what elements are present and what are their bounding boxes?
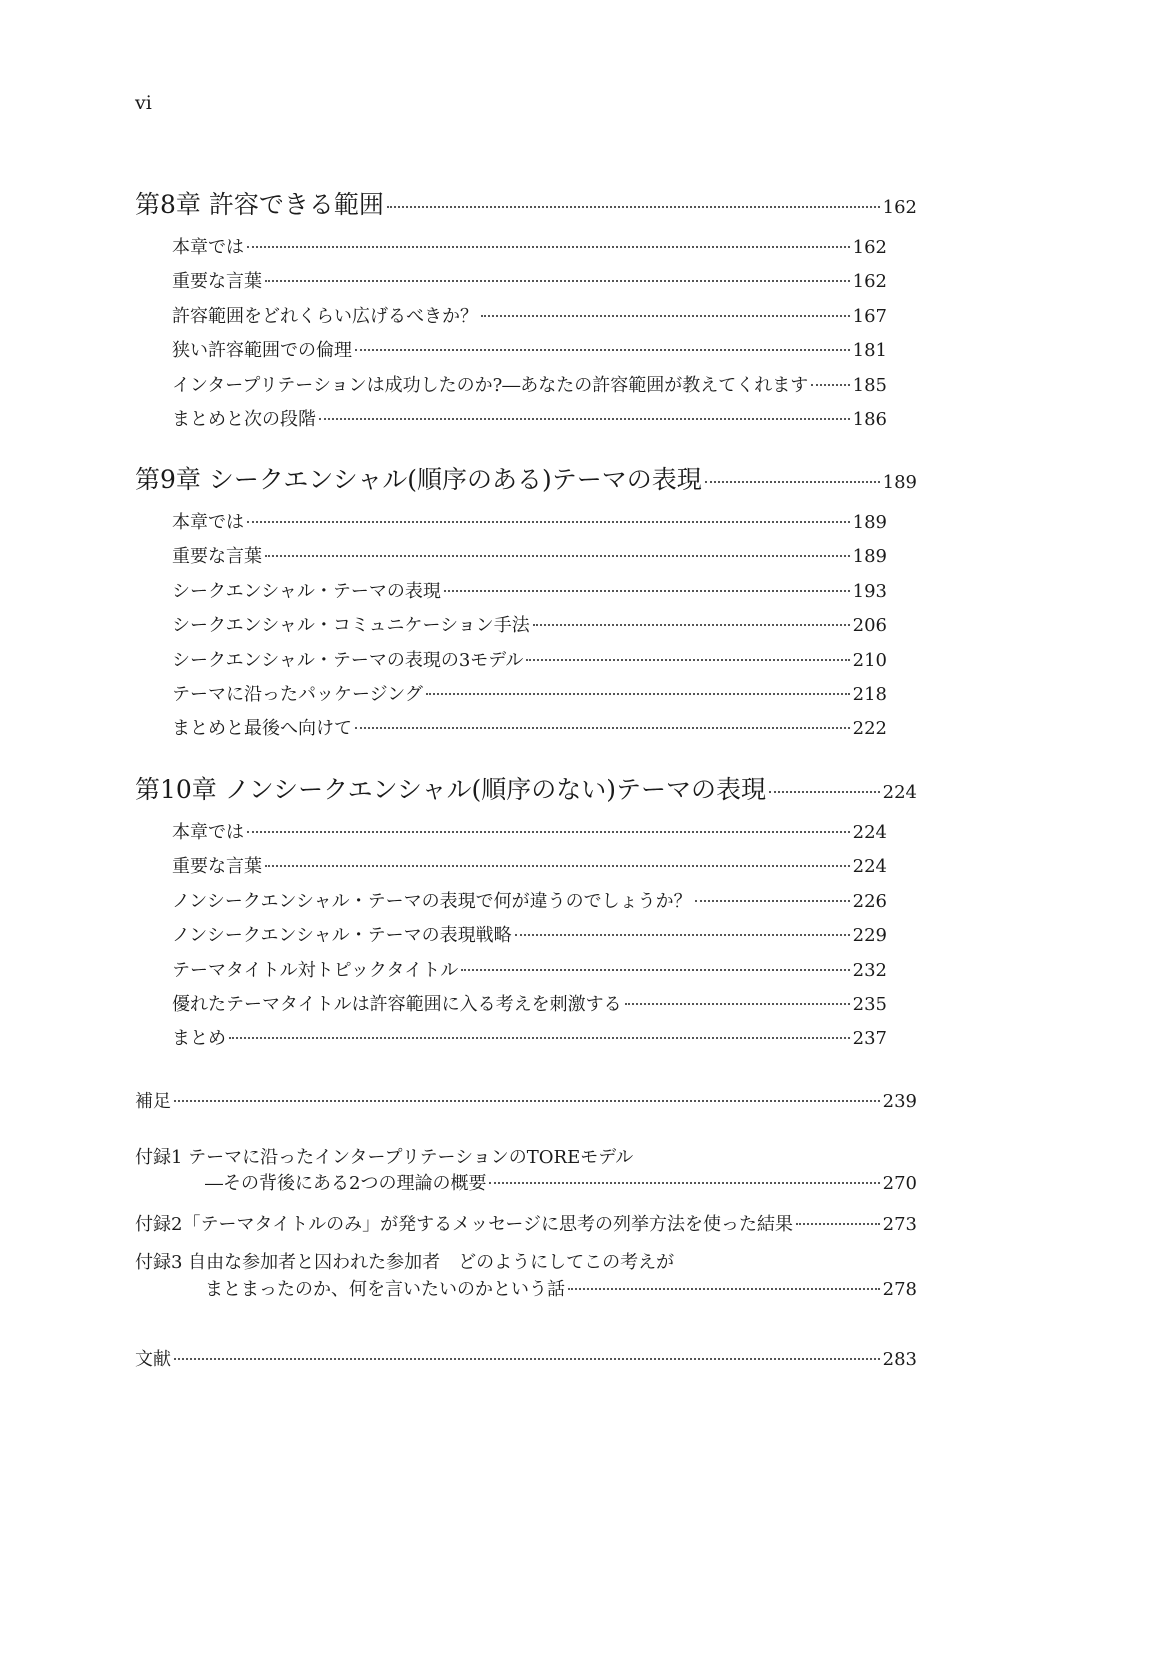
dot-leader [247, 246, 850, 248]
toc-entry[interactable] [172, 852, 887, 878]
dot-leader [247, 521, 850, 523]
page-number: 206 [852, 615, 887, 637]
dot-leader [355, 349, 850, 351]
toc-title: 第9章 シークエンシャル(順序のある)テーマの表現 [135, 465, 702, 494]
toc-title: 許容範囲をどれくらい広げるべきか？ [172, 305, 478, 327]
dot-leader [319, 418, 850, 420]
dot-leader [705, 481, 880, 483]
toc-title: 付録2「テーマタイトルのみ」が発するメッセージに思考の列挙方法を使った結果 [135, 1214, 794, 1235]
page-number: 229 [852, 925, 887, 947]
toc-title: 優れたテーマタイトルは許容範囲に入る考えを刺激する [172, 994, 622, 1015]
toc-title: まとめと次の段階 [172, 409, 316, 430]
toc-title: 狭い許容範囲での倫理 [172, 340, 352, 362]
toc-title: シークエンシャル・テーマの表現 [172, 580, 441, 602]
toc-entry[interactable] [172, 714, 887, 740]
page-number: 224 [852, 856, 887, 878]
toc-entry[interactable] [172, 1024, 887, 1050]
toc-title: 重要な言葉 [172, 546, 262, 568]
page-number: 273 [882, 1214, 917, 1235]
page-number: 218 [852, 684, 887, 705]
appendix-1-title: 付録1 テーマに沿ったインタープリテーションのTOREモデル [135, 1147, 634, 1168]
toc-entry[interactable] [172, 302, 887, 328]
toc-entry[interactable] [172, 542, 887, 568]
dot-leader [461, 969, 849, 971]
page-number: 226 [852, 890, 887, 912]
page-number: 162 [852, 237, 887, 258]
page-number: 186 [852, 409, 887, 430]
dot-leader [796, 1223, 880, 1225]
appendix-1-entry[interactable] [205, 1169, 917, 1195]
toc-title: 文献 [135, 1349, 171, 1370]
page-number: 283 [882, 1349, 917, 1370]
page-number: 235 [852, 994, 887, 1015]
dot-leader [481, 315, 850, 317]
dot-leader [174, 1100, 880, 1102]
dot-leader [625, 1003, 850, 1005]
toc-entry[interactable] [172, 956, 887, 982]
toc-entry[interactable] [172, 405, 887, 431]
appendix-3-title: 付録3 自由な参加者と囚われた参加者 どのようにしてこの考えが [135, 1252, 675, 1273]
page-number: 162 [882, 197, 917, 218]
page-number: 181 [852, 340, 887, 362]
page-number: 224 [882, 782, 917, 803]
toc-entry[interactable] [172, 233, 887, 259]
dot-leader [229, 1037, 850, 1039]
toc-title: 第8章 許容できる範囲 [135, 190, 384, 219]
toc-entry[interactable] [172, 267, 887, 293]
dot-leader [568, 1288, 880, 1290]
dot-leader [355, 727, 850, 729]
toc-title: ノンシークエンシャル・テーマの表現で何が違うのでしょうか？ [172, 890, 692, 912]
references-entry[interactable] [135, 1345, 917, 1371]
dot-leader [387, 206, 880, 208]
toc-entry[interactable] [172, 921, 887, 947]
dot-leader [769, 791, 880, 793]
toc-title: インタープリテーションは成功したのか?―あなたの許容範囲が教えてくれます [172, 374, 809, 396]
dot-leader [515, 934, 850, 936]
toc-entry[interactable] [172, 611, 887, 637]
page-number: 232 [852, 959, 887, 981]
page-number: 239 [882, 1091, 917, 1112]
toc-entry[interactable] [172, 508, 887, 534]
dot-leader [526, 659, 849, 661]
toc-title: 補足 [135, 1091, 171, 1112]
chapter-heading[interactable] [135, 460, 917, 496]
page-folio: vi [135, 92, 152, 114]
page-number: 189 [882, 472, 917, 493]
supplement-entry[interactable] [135, 1087, 917, 1113]
page-number: 278 [882, 1279, 917, 1300]
toc-entry[interactable] [172, 646, 887, 672]
dot-leader [489, 1182, 879, 1184]
toc-title: シークエンシャル・テーマの表現の3モデル [172, 649, 524, 671]
toc-entry[interactable] [172, 371, 887, 397]
toc-title: シークエンシャル・コミュニケーション手法 [172, 615, 530, 637]
page-number: 185 [852, 374, 887, 396]
toc-entry[interactable] [172, 336, 887, 362]
toc-title: まとめと最後へ向けて [172, 718, 352, 740]
page-number: 237 [852, 1028, 887, 1050]
page-number: 167 [852, 305, 887, 327]
toc-title: テーマタイトル対トピックタイトル [172, 959, 459, 981]
toc-title: 本章では [172, 822, 244, 843]
toc-title: 本章では [172, 237, 244, 258]
chapter-heading[interactable] [135, 185, 917, 221]
toc-title: 重要な言葉 [172, 856, 262, 878]
page-number: 224 [852, 822, 887, 843]
dot-leader [444, 590, 850, 592]
toc-entry[interactable] [172, 680, 887, 706]
page-number: 210 [852, 649, 887, 671]
page-number: 162 [852, 271, 887, 293]
toc-title: 本章では [172, 512, 244, 533]
page-number: 189 [852, 546, 887, 568]
dot-leader [265, 555, 850, 557]
page-number: 189 [852, 512, 887, 533]
toc-title: ―その背後にある2つの理論の概要 [205, 1173, 487, 1194]
dot-leader [426, 693, 850, 695]
dot-leader [247, 831, 850, 833]
page-number: 193 [852, 580, 887, 602]
toc-title: ノンシークエンシャル・テーマの表現戦略 [172, 925, 512, 947]
dot-leader [174, 1358, 880, 1360]
page-number: 270 [882, 1173, 917, 1194]
toc-title: 重要な言葉 [172, 271, 262, 293]
dot-leader [695, 900, 850, 902]
toc-title: まとめ [172, 1028, 226, 1050]
dot-leader [533, 624, 850, 626]
toc-title: まとまったのか、何を言いたいのかという話 [205, 1279, 565, 1300]
dot-leader [265, 865, 850, 867]
toc-entry[interactable] [172, 577, 887, 603]
toc-entry[interactable] [172, 887, 887, 913]
toc-title: テーマに沿ったパッケージング [172, 684, 423, 705]
dot-leader [265, 280, 850, 282]
toc-entry[interactable] [172, 818, 887, 844]
chapter-heading[interactable] [135, 770, 917, 806]
appendix-3-entry[interactable] [205, 1275, 917, 1301]
dot-leader [811, 384, 849, 386]
appendix-2-entry[interactable] [135, 1210, 917, 1236]
toc-title: 第10章 ノンシークエンシャル(順序のない)テーマの表現 [135, 775, 767, 804]
toc-entry[interactable] [172, 990, 887, 1016]
page-number: 222 [852, 718, 887, 740]
